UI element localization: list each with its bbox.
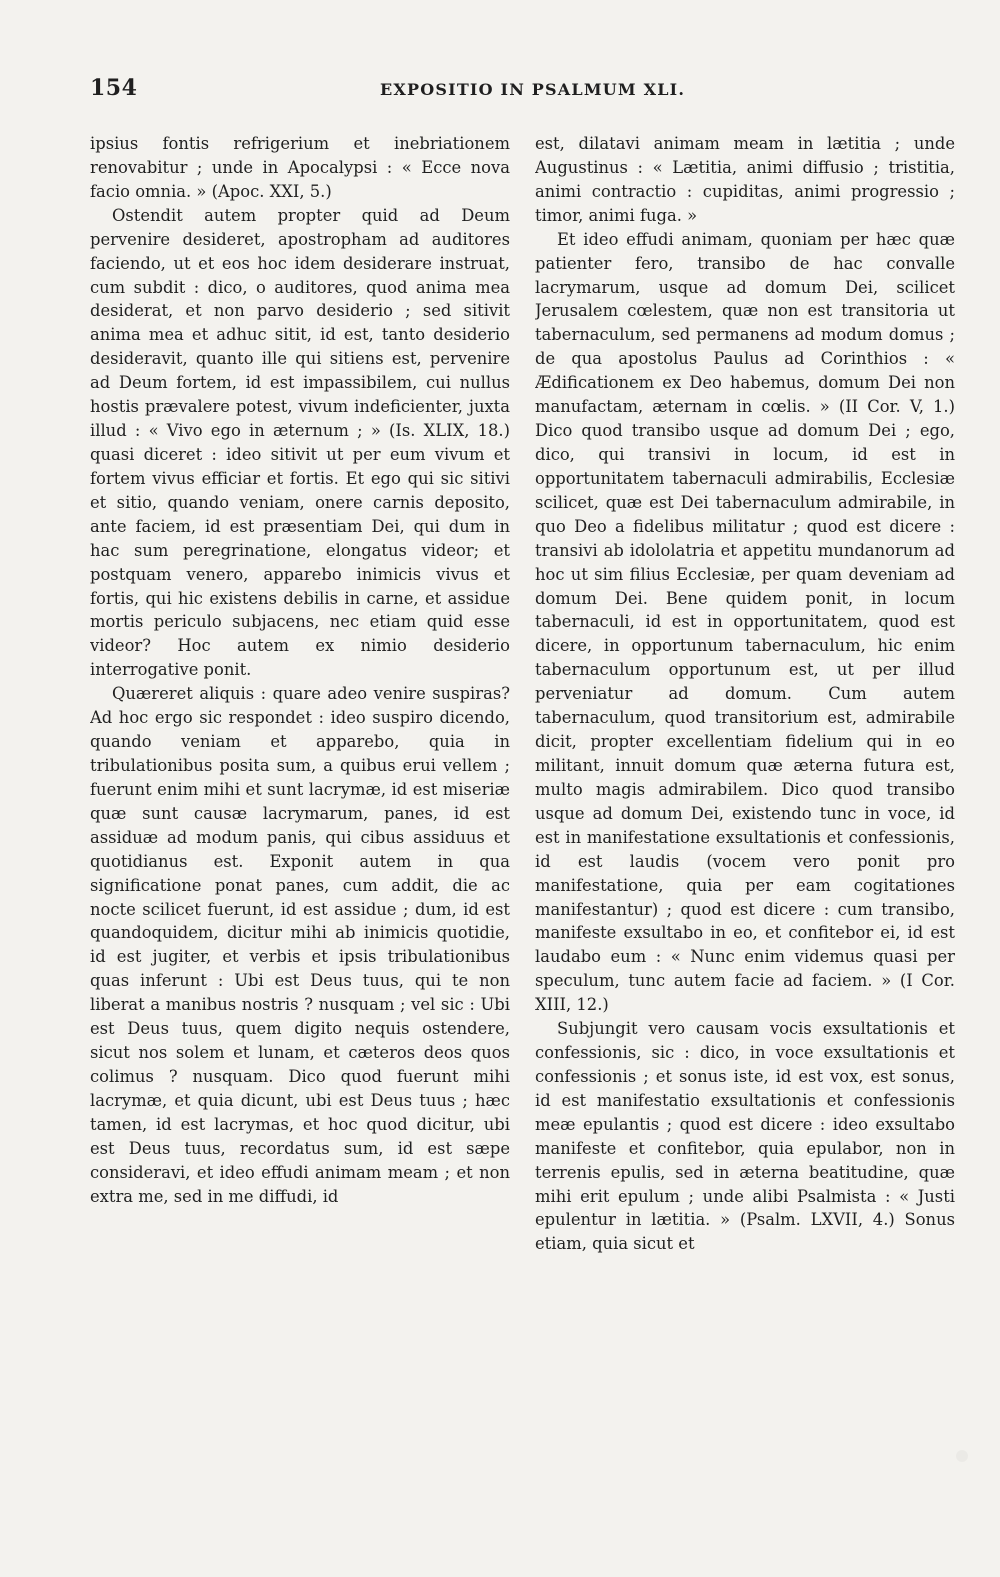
paper-speck [956, 1450, 968, 1462]
left-column [90, 132, 510, 1532]
running-head [90, 75, 940, 115]
right-paragraph-3: Subjungit vero causam vocis exsultationis et confessionis, sic : dico, in voce exsultationis et confessionis ; et sonus iste, id est vox, est sonus, id est manifestatio exsultationis et confessionis meæ epulantis ; quod est dicere : ideo exsultabo manifeste et confitebor, quia epulabor, non in terrenis epulis, sed in æterna beatitudine, quæ mihi erit epulum ; unde alibi Psalmista : « Justi epulentur in lætitia. » (Psalm. LXVII, 4.) Sonus etiam, quia sicut et [535, 1019, 955, 1254]
left-paragraph-1: ipsius fontis refrigerium et inebriationem renovabitur ; unde in Apocalypsi : « Ecce nova facio omnia. » (Apoc. XXI, 5.) [90, 134, 510, 201]
left-paragraph-2: Ostendit autem propter quid ad Deum pervenire desideret, apostropham ad auditores faciendo, ut et eos hoc idem desiderare instruat, cum subdit : dico, o auditores, quod anima mea desiderat, et non parvo desiderio ; sed sitivit anima mea et adhuc sitit, id est, tanto desiderio desideravit, quanto ille qui sitiens est, pervenire ad Deum fortem, id est impassibilem, cui nullus hostis prævalere potest, vivum indeficienter, juxta illud : « Vivo ego in æternum ; » (Is. XLIX, 18.) quasi diceret : ideo sitivit ut per eum vivum et fortem vivus efficiar et fortis. Et ego qui sic sitivi et sitio, quando veniam, onere carnis deposito, ante faciem, id est præsentiam Dei, qui dum in hac sum peregrinatione, elongatus videor; et postquam venero, apparebo inimicis vivus et fortis, qui hic existens debilis in carne, et assidue mortis periculo subjacens, nec etiam quid esse videor? Hoc autem ex nimio desiderio interrogative ponit. [90, 205, 510, 680]
right-paragraph-1: est, dilatavi animam meam in lætitia ; unde Augustinus : « Lætitia, animi diffusio ; tristitia, animi contractio : cupiditas, animi progressio ; timor, animi fuga. » [535, 134, 955, 225]
left-paragraph-3: Quæreret aliquis : quare adeo venire suspiras? Ad hoc ergo sic respondet : ideo suspiro dicendo, quando veniam et apparebo, quia in tribulationibus posita sum, a quibus erui vellem ; fuerunt enim mihi et sunt lacrymæ, id est miseriæ quæ sunt causæ lacrymarum, panes, id est assiduæ ad modum panis, qui cibus assiduus et quotidianus est. Exponit autem in qua significatione ponat panes, cum addit, die ac nocte scilicet fuerunt, id est assidue ; dum, id est quandoquidem, dicitur mihi ab inimicis quotidie, id est jugiter, et verbis et ipsis tribulationibus quas inferunt : Ubi est Deus tuus, qui te non liberat a manibus nostris ? nusquam ; vel sic : Ubi est Deus tuus, quem digito nequis ostendere, sicut nos solem et lunam, et cæteros deos quos colimus ? nusquam. Dico quod fuerunt mihi lacrymæ, et quia dicunt, ubi est Deus tuus ; hæc tamen, id est lacrymas, et hoc quod dicitur, ubi est Deus tuus, recordatus sum, id est sæpe consideravi, et ideo effudi animam meam ; et non extra me, sed in me diffudi, id [90, 684, 510, 1206]
two-column-text [90, 132, 955, 1532]
right-column [535, 132, 955, 1532]
running-title: EXPOSITIO IN PSALMUM XLI. [380, 80, 686, 99]
right-paragraph-2: Et ideo effudi animam, quoniam per hæc quæ patienter fero, transibo de hac convalle lacrymarum, usque ad domum Dei, scilicet Jerusalem cœlestem, quæ non est transitoria ut tabernaculum, sed permanens ad modum domus ; de qua apostolus Paulus ad Corinthios : « Ædificationem ex Deo habemus, domum Dei non manufactam, æternam in cœlis. » (II Cor. V, 1.) Dico quod transibo usque ad domum Dei ; ego, dico, qui transivi in locum, id est in opportunitatem tabernaculi admirabilis, Ecclesiæ scilicet, quæ est Dei tabernaculum admirabile, in quo Deo a fidelibus militatur ; quod est dicere : transivi ab idololatria et appetitu mundanorum ad hoc ut sim filius Ecclesiæ, per quam deveniam ad domum Dei. Bene quidem ponit, in locum tabernaculi, id est in opportunitatem, quod est dicere, in opportunum tabernaculum, hic enim tabernaculum opportunum est, ut per illud perveniatur ad domum. Cum autem tabernaculum, quod transitorium est, admirabile dicit, propter excellentiam fidelium qui in eo militant, innuit domum quæ æterna futura est, multo magis admirabilem. Dico quod transibo usque ad domum Dei, existendo tunc in voce, id est in manifestatione exsultationis et confessionis, id est laudis (vocem vero ponit pro manifestatione, quia per eam cogitationes manifestantur) ; quod est dicere : cum transibo, manifeste exsultabo in eo, et confitebor ei, id est laudabo eum : « Nunc enim videmus quasi per speculum, tunc autem facie ad faciem. » (I Cor. XIII, 12.) [535, 229, 955, 1015]
page-number: 154 [90, 75, 138, 101]
